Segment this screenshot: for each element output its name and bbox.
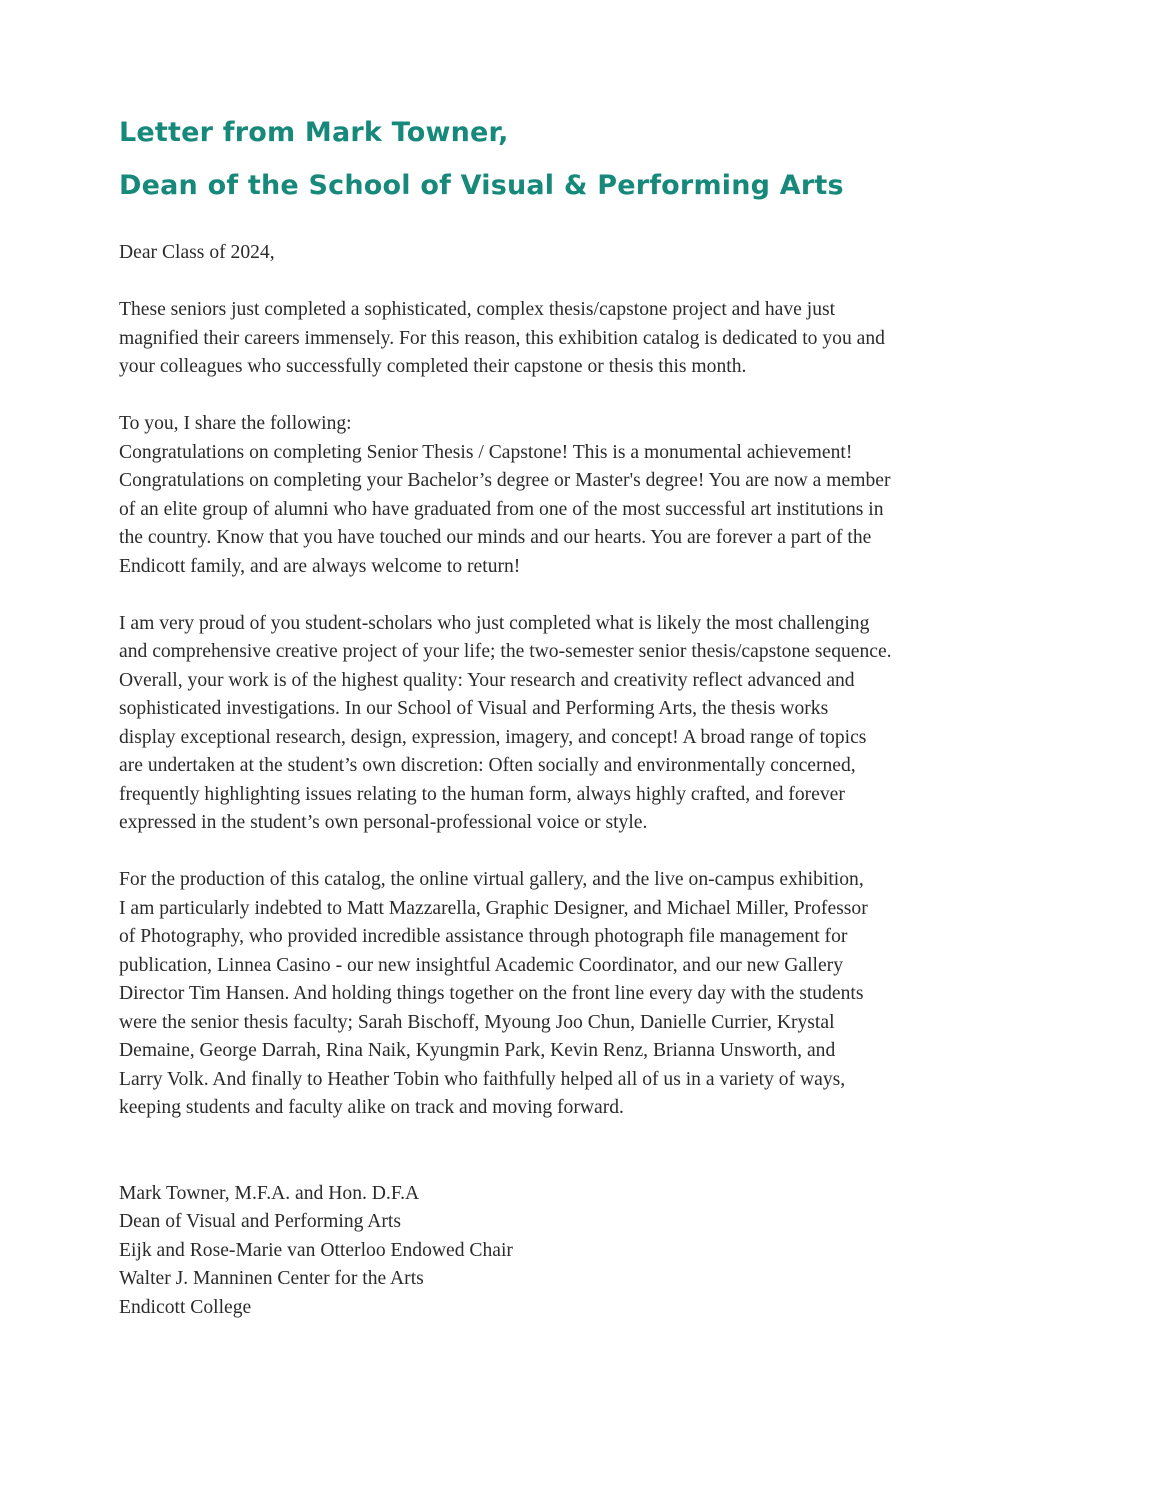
paragraph-line: of an elite group of alumni who have graduated from one of the most successful art institutions in bbox=[119, 498, 884, 520]
paragraph-line: and comprehensive creative project of your life; the two-semester senior thesis/capstone sequence. bbox=[119, 641, 892, 662]
paragraph-line: Endicott family, and are always welcome to return! bbox=[119, 555, 521, 577]
letter-page bbox=[119, 106, 979, 1322]
paragraph-line: magnified their careers immensely. For this reason, this exhibition catalog is dedicated to you and bbox=[119, 327, 885, 349]
paragraph-line: are undertaken at the student’s own discretion: Often socially and environmentally concerned, bbox=[119, 755, 856, 776]
paragraph-line: the country. Know that you have touched our minds and our hearts. You are forever a part of the bbox=[119, 527, 872, 548]
paragraph-line: frequently highlighting issues relating to the human form, always highly crafted, and forever bbox=[119, 783, 845, 805]
paragraph-line: were the senior thesis faculty; Sarah Bischoff, Myoung Joo Chun, Danielle Currier, Krystal bbox=[119, 1011, 835, 1033]
signature-center: Walter J. Manninen Center for the Arts bbox=[119, 1268, 424, 1289]
paragraph-line: These seniors just completed a sophisticated, complex thesis/capstone project and have just bbox=[119, 299, 836, 320]
paragraph-line: publication, Linnea Casino - our new insightful Academic Coordinator, and our new Gallery bbox=[119, 954, 844, 976]
paragraph-line: of Photography, who provided incredible assistance through photograph file management for bbox=[119, 926, 848, 947]
paragraph-line: I am particularly indebted to Matt Mazzarella, Graphic Designer, and Michael Miller, Professor bbox=[119, 897, 868, 919]
letter-title bbox=[119, 106, 979, 212]
paragraph-line: To you, I share the following: bbox=[119, 413, 352, 434]
signature-chair: Eijk and Rose-Marie van Otterloo Endowed Chair bbox=[119, 1239, 513, 1261]
paragraph-line: your colleagues who successfully completed their capstone or thesis this month. bbox=[119, 356, 747, 377]
signature-name: Mark Towner, M.F.A. and Hon. D.F.A bbox=[119, 1182, 420, 1204]
paragraph-line: Demaine, George Darrah, Rina Naik, Kyungmin Park, Kevin Renz, Brianna Unsworth, and bbox=[119, 1040, 836, 1061]
paragraph-congratulations bbox=[119, 410, 979, 581]
paragraph-line: Overall, your work is of the highest quality: Your research and creativity reflect advanced and bbox=[119, 669, 855, 691]
salutation: Dear Class of 2024, bbox=[119, 242, 275, 263]
paragraph-line: Larry Volk. And finally to Heather Tobin who faithfully helped all of us in a variety of ways, bbox=[119, 1068, 846, 1090]
title-line-2: Dean of the School of Visual & Performing Arts bbox=[119, 170, 844, 201]
paragraph-line: For the production of this catalog, the online virtual gallery, and the live on-campus exhibition, bbox=[119, 869, 864, 890]
paragraph-dedication bbox=[119, 296, 979, 382]
paragraph-line: Congratulations on completing your Bachelor’s degree or Master's degree! You are now a member bbox=[119, 470, 891, 491]
title-line-1: Letter from Mark Towner, bbox=[119, 117, 509, 148]
signature-title: Dean of Visual and Performing Arts bbox=[119, 1211, 401, 1232]
paragraph-line: Director Tim Hansen. And holding things together on the front line every day with the students bbox=[119, 983, 864, 1004]
paragraph-line: I am very proud of you student-scholars who just completed what is likely the most challenging bbox=[119, 612, 870, 634]
signature-college: Endicott College bbox=[119, 1296, 252, 1318]
paragraph-line: Congratulations on completing Senior Thesis / Capstone! This is a monumental achievement! bbox=[119, 441, 853, 463]
paragraph-line: sophisticated investigations. In our School of Visual and Performing Arts, the thesis works bbox=[119, 698, 829, 719]
signature-block bbox=[119, 1180, 979, 1323]
paragraph-line: keeping students and faculty alike on track and moving forward. bbox=[119, 1097, 624, 1118]
paragraph-line: expressed in the student’s own personal-professional voice or style. bbox=[119, 812, 648, 833]
paragraph-pride bbox=[119, 610, 979, 838]
paragraph-acknowledgements bbox=[119, 866, 979, 1123]
paragraph-line: display exceptional research, design, expression, imagery, and concept! A broad range of topics bbox=[119, 726, 867, 748]
